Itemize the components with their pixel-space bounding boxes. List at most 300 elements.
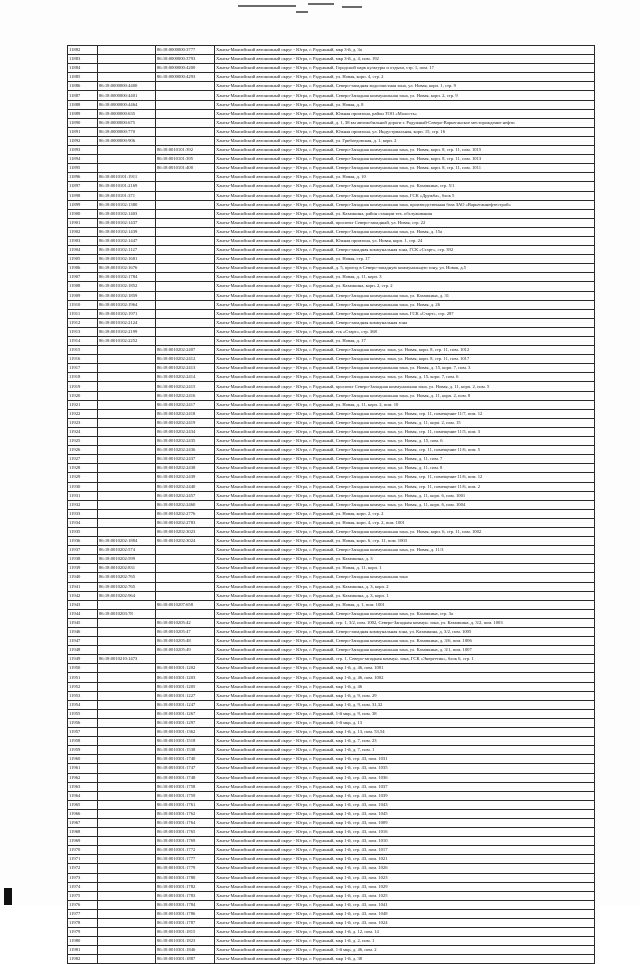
table-row (68, 527, 595, 536)
cadastral-number-land: 86:18:0010102:1859 (98, 291, 156, 300)
table-row (68, 427, 595, 436)
cadastral-number-land (98, 737, 156, 746)
cadastral-number-land (98, 809, 156, 818)
row-number: 11945 (68, 618, 98, 627)
cadastral-number-premises (156, 546, 215, 555)
table-row (68, 136, 595, 145)
row-number: 11888 (68, 100, 98, 109)
address-cell: Ханты-Мансийский автономный округ - Югра, г. Радужный, ул. Новая, стр. 17 (215, 255, 595, 264)
table-row (68, 737, 595, 746)
cadastral-number-land: 86:18:0000000:770 (98, 127, 156, 136)
address-cell: Ханты-Мансийский автономный округ - Югра, г. Радужный, ул. Грибоедовская, д. 1, корп. 2 (215, 136, 595, 145)
row-number: 11976 (68, 900, 98, 909)
address-cell: Ханты-Мансийский автономный округ - Югра, г. Радужный, мкр 1-й, д. 2, пом. 1 (215, 937, 595, 946)
address-cell: Ханты-Мансийский автономный округ - Югра, г. Радужный, Северо-Западная коммун. зона, ул. Новая, д. 11, корп. 6, пом. 1001 (215, 491, 595, 500)
cadastral-number-premises (156, 218, 215, 227)
table-row (68, 628, 595, 637)
cadastral-number-land (98, 937, 156, 946)
cadastral-number-premises: 86:18:0010301:1247 (156, 700, 215, 709)
cadastral-number-premises (156, 318, 215, 327)
cadastral-number-premises (156, 573, 215, 582)
table-row (68, 873, 595, 882)
cadastral-number-land (98, 800, 156, 809)
row-number: 11900 (68, 209, 98, 218)
cadastral-number-premises: 86:18:0010301:1782 (156, 882, 215, 891)
row-number: 11918 (68, 373, 98, 382)
table-row (68, 655, 595, 664)
registry-table (67, 45, 595, 964)
cadastral-number-premises: 86:18:0010301:1887 (156, 955, 215, 964)
row-number: 11971 (68, 855, 98, 864)
cadastral-number-premises (156, 200, 215, 209)
row-number: 11899 (68, 200, 98, 209)
table-row (68, 209, 595, 218)
address-cell: Ханты-Мансийский автономный округ - Югра, г. Радужный, Северо-Западная коммун. зона, ул. Новая, д. 11, корп. 6, пом. 1004 (215, 500, 595, 509)
row-number: 11916 (68, 355, 98, 364)
table-row (68, 782, 595, 791)
table-row (68, 764, 595, 773)
cadastral-number-premises (156, 291, 215, 300)
address-cell: Ханты-Мансийский автономный округ - Югра, г. Радужный, Северо-Западная коммун. зона, ул. Новая, д. 11, пом. 7 (215, 455, 595, 464)
address-cell: Ханты-Мансийский автономный округ - Югра, г. Радужный, гск «Старт», стр. 368 (215, 327, 595, 336)
table-row (68, 373, 595, 382)
table-row (68, 400, 595, 409)
table-row (68, 309, 595, 318)
cadastral-number-land (98, 700, 156, 709)
table-row (68, 537, 595, 546)
cadastral-number-premises (156, 327, 215, 336)
table-row (68, 518, 595, 527)
table-row (68, 437, 595, 446)
row-number: 11886 (68, 82, 98, 91)
row-number: 11947 (68, 637, 98, 646)
cadastral-number-premises (156, 173, 215, 182)
cadastral-number-premises: 86:18:0010301:1747 (156, 764, 215, 773)
cadastral-number-land (98, 709, 156, 718)
table-row (68, 364, 595, 373)
address-cell: Ханты-Мансийский автономный округ - Югра, г. Радужный, ул. Новая, д. 11, корп. 2, пом. 10 (215, 400, 595, 409)
cadastral-number-land: 86:18:0010102:1784 (98, 273, 156, 282)
row-number: 11883 (68, 55, 98, 64)
table-row (68, 728, 595, 737)
row-number: 11889 (68, 109, 98, 118)
cadastral-number-premises (156, 236, 215, 245)
cadastral-number-premises: 86:18:0010301:1362 (156, 728, 215, 737)
cadastral-number-premises: 86:18:0010101:400 (156, 164, 215, 173)
table-row (68, 409, 595, 418)
cadastral-number-premises: 86:18:0010301:1748 (156, 773, 215, 782)
address-cell: Ханты-Мансийский автономный округ - Югра, г. Радужный, мкр 1-й, д. 38 (215, 955, 595, 964)
cadastral-number-premises (156, 337, 215, 346)
cadastral-number-land (98, 618, 156, 627)
address-cell: Ханты-Мансийский автономный округ - Югра, г. Радужный, Северо-западная водоочистная зона, ул. Новая, корп. 1, стр. 9 (215, 82, 595, 91)
table-row (68, 337, 595, 346)
cadastral-number-premises: 86:18:0010301:1765 (156, 828, 215, 837)
cadastral-number-land (98, 473, 156, 482)
address-cell: Ханты-Мансийский автономный округ - Югра, г. Радужный, ул. Новая, корп. 2, стр. 2 (215, 509, 595, 518)
table-row (68, 327, 595, 336)
address-cell: Ханты-Мансийский автономный округ - Югра, г. Радужный, Северо-Западная коммунальная зона, ул. Новая, корп. 6, стр. 11, пом. 1002 (215, 527, 595, 536)
cadastral-number-premises: 86:18:0010301:1787 (156, 919, 215, 928)
cadastral-number-premises (156, 82, 215, 91)
row-number: 11908 (68, 282, 98, 291)
table-row (68, 164, 595, 173)
cadastral-number-land (98, 491, 156, 500)
address-cell: Ханты-Мансийский автономный округ - Югра, г. Радужный, Южная промзона, район ТОО «Малость» (215, 109, 595, 118)
address-cell: Ханты-Мансийский автономный округ - Югра, г. Радужный, Северо-Западная коммун. зона, ул. Новая, д. 15, корп. 7, пом. 6 (215, 373, 595, 382)
cadastral-number-land (98, 882, 156, 891)
table-row (68, 882, 595, 891)
table-row (68, 564, 595, 573)
cadastral-number-land (98, 891, 156, 900)
table-row (68, 846, 595, 855)
address-cell: Ханты-Мансийский автономный округ - Югра, г. Радужный, д. 5, проезд в Северо-западную коммунальную зону, ул. Новая, д.5 (215, 264, 595, 273)
cadastral-number-premises: 86:18:0010301:1823 (156, 937, 215, 946)
address-cell: Ханты-Мансийский автономный округ - Югра, г. Радужный, Северо-Западная коммунальная зона, ул. Новая, д. 11/3 (215, 546, 595, 555)
cadastral-number-land (98, 455, 156, 464)
cadastral-number-land (98, 373, 156, 382)
address-cell: Ханты-Мансийский автономный округ - Югра, г. Радужный, мкр 1-й, стр. 43, пом. 1041 (215, 900, 595, 909)
address-cell: Ханты-Мансийский автономный округ - Югра, г. Радужный, Северо-западная коммунальная зона, ул. Казамкина, д. 3/2, пом. 1005 (215, 628, 595, 637)
cadastral-number-premises (156, 182, 215, 191)
address-cell: Ханты-Мансийский автономный округ - Югра, г. Радужный, мкр 1-й, д. 9, пом. 31,32 (215, 700, 595, 709)
address-cell: Ханты-Мансийский автономный округ - Югра, г. Радужный, Северо-Западная коммун. зона, ул. Новая, д. 11, пом. 8 (215, 464, 595, 473)
cadastral-number-land (98, 746, 156, 755)
address-cell: Ханты-Мансийский автономный округ - Югра, г. Радужный, мкр 1-й, д. 13, пом. 53,54 (215, 728, 595, 737)
address-cell: Ханты-Мансийский автономный округ - Югра, г. Радужный, ул. Казамкина, д. 3, корп. 2 (215, 582, 595, 591)
cadastral-number-land (98, 55, 156, 64)
cadastral-number-land: 86:18:0010202:964 (98, 591, 156, 600)
cadastral-number-premises: 86:18:0000000:4200 (156, 64, 215, 73)
address-cell: Ханты-Мансийский автономный округ - Югра, г. Радужный, ул. Новая, д. 1, пом. 1001 (215, 600, 595, 609)
table-row (68, 200, 595, 209)
table-row (68, 82, 595, 91)
address-cell: Ханты-Мансийский автономный округ - Югра, г. Радужный, мкр 3-й, д. 3а (215, 46, 595, 55)
row-number: 11951 (68, 673, 98, 682)
cadastral-number-land (98, 527, 156, 536)
cadastral-number-land: 86:18:0010102:1852 (98, 282, 156, 291)
cadastral-number-land: 86:18:0000000:4401 (98, 91, 156, 100)
table-row (68, 955, 595, 964)
cadastral-number-premises (156, 273, 215, 282)
row-number: 11937 (68, 546, 98, 555)
row-number: 11933 (68, 509, 98, 518)
table-row (68, 546, 595, 555)
address-cell: Ханты-Мансийский автономный округ - Югра, г. Радужный, Северо-Западная коммунальная зона, ул. Новая, корп. 8, стр. 11, пом. 1015 (215, 146, 595, 155)
row-number: 11925 (68, 437, 98, 446)
row-number: 11963 (68, 782, 98, 791)
cadastral-number-land (98, 682, 156, 691)
cadastral-number-premises: 86:18:0010202:2418 (156, 409, 215, 418)
row-number: 11931 (68, 491, 98, 500)
cadastral-number-premises (156, 309, 215, 318)
cadastral-number-premises (156, 127, 215, 136)
address-cell: Ханты-Мансийский автономный округ - Югра, г. Радужный, Южная промзона, ул. Индустриальная, корп. 15, стр. 16 (215, 127, 595, 136)
row-number: 11882 (68, 46, 98, 55)
address-cell: Ханты-Мансийский автономный округ - Югра, г. Радужный, мкр 1-й, д. 7, пом. 1 (215, 746, 595, 755)
table-row (68, 64, 595, 73)
row-number: 11952 (68, 682, 98, 691)
table-row (68, 127, 595, 136)
cadastral-number-land (98, 946, 156, 955)
cadastral-number-land (98, 919, 156, 928)
cadastral-number-premises: 86:18:0010205:49 (156, 646, 215, 655)
address-cell: Ханты-Мансийский автономный округ - Югра, г. Радужный, 1-й мкр, д. 13 (215, 718, 595, 727)
table-row (68, 946, 595, 955)
address-cell: Ханты-Мансийский автономный округ - Югра, г. Радужный, мкр 1-й, стр. 43, пом. 1048 (215, 909, 595, 918)
row-number: 11979 (68, 928, 98, 937)
address-cell: Ханты-Мансийский автономный округ - Югра, г. Радужный, проспект Северо-Западная коммунальная зона, ул. Новая, д. 11, корп. 2, пом. 5 (215, 382, 595, 391)
cadastral-number-premises: 86:18:0010301:1815 (156, 928, 215, 937)
address-cell: Ханты-Мансийский автономный округ - Югра, г. Радужный, мкр 1-й, д. 12, пом. 14 (215, 928, 595, 937)
registry-table-body (68, 46, 595, 964)
cadastral-number-land (98, 46, 156, 55)
row-number: 11884 (68, 64, 98, 73)
address-cell: Ханты-Мансийский автономный округ - Югра, г. Радужный, мкр 1-й, стр. 43, пом. 1017 (215, 846, 595, 855)
cadastral-number-premises: 86:18:0010202:2436 (156, 446, 215, 455)
address-cell: Ханты-Мансийский автономный округ - Югра, г. Радужный, Северо-западная коммунальная зона, ГСК «Старт», стр. 392 (215, 246, 595, 255)
row-number: 11924 (68, 427, 98, 436)
cadastral-number-land: 86:18:0000000:4400 (98, 82, 156, 91)
cadastral-number-premises: 86:18:0010202:2434 (156, 427, 215, 436)
cadastral-number-land: 86:18:0010202:765 (98, 573, 156, 582)
address-cell: Ханты-Мансийский автономный округ - Югра, г. Радужный, проспект Северо-западный, ул. Новая, стр. 22 (215, 218, 595, 227)
cadastral-number-land (98, 355, 156, 364)
row-number: 11954 (68, 700, 98, 709)
address-cell: Ханты-Мансийский автономный округ - Югра, г. Радужный, Северо-Западная коммунальная зона, ул. Казамкина, д. 31 (215, 291, 595, 300)
table-row (68, 828, 595, 837)
address-cell: Ханты-Мансийский автономный округ - Югра, г. Радужный, Южная промзона, ул. Новая, корп. 1, стр. 24 (215, 236, 595, 245)
row-number: 11896 (68, 173, 98, 182)
table-row (68, 891, 595, 900)
cadastral-number-premises: 86:18:0010202:2412 (156, 355, 215, 364)
cadastral-number-premises: 86:18:0010301:1769 (156, 837, 215, 846)
row-number: 11935 (68, 527, 98, 536)
cadastral-number-premises: 86:18:0010202:2460 (156, 500, 215, 509)
cadastral-number-premises (156, 209, 215, 218)
address-cell: Ханты-Мансийский автономный округ - Югра, г. Радужный, ул. Казамкина, район станции тех. обслуживания (215, 209, 595, 218)
table-row (68, 291, 595, 300)
row-number: 11966 (68, 809, 98, 818)
cadastral-number-premises: 86:18:0010301:1780 (156, 873, 215, 882)
cadastral-number-land: 86:18:0010102:1971 (98, 309, 156, 318)
cadastral-number-premises: 86:18:0010202:3023 (156, 527, 215, 536)
row-number: 11913 (68, 327, 98, 336)
cadastral-number-premises: 86:18:0010301:1518 (156, 737, 215, 746)
row-number: 11930 (68, 482, 98, 491)
table-row (68, 673, 595, 682)
cadastral-number-premises: 86:18:0010301:1202 (156, 664, 215, 673)
cadastral-number-land: 86:18:0010102:1447 (98, 236, 156, 245)
row-number: 11948 (68, 646, 98, 655)
address-cell: Ханты-Мансийский автономный округ - Югра, г. Радужный, Северо-Западная коммун. зона, ул. Новая, стр. 11, помещение 11/6, пом. 5 (215, 446, 595, 455)
table-row (68, 755, 595, 764)
address-cell: Ханты-Мансийский автономный округ - Югра, г. Радужный, Северо-Западная коммун. зона, ул. Новая, д. 11, корп. 2, пом. 15 (215, 418, 595, 427)
cadastral-number-premises: 86:18:0010202:2417 (156, 400, 215, 409)
cadastral-number-land (98, 909, 156, 918)
table-row (68, 509, 595, 518)
table-row (68, 118, 595, 127)
cadastral-number-land (98, 382, 156, 391)
cadastral-number-land: 86:18:0010102:1380 (98, 200, 156, 209)
row-number: 11901 (68, 218, 98, 227)
address-cell: Ханты-Мансийский автономный округ - Югра, г. Радужный, Северо-Западная коммунальная зона (215, 573, 595, 582)
row-number: 11926 (68, 446, 98, 455)
cadastral-number-premises: 86:18:0010202:2435 (156, 437, 215, 446)
address-cell: Ханты-Мансийский автономный округ - Югра, г. Радужный, ул. Казамкина, д. 3 (215, 555, 595, 564)
row-number: 11927 (68, 455, 98, 464)
cadastral-number-land: 86:18:0010202:599 (98, 555, 156, 564)
address-cell: Ханты-Мансийский автономный округ - Югра, г. Радужный, мкр 1-й, стр. 43, пом. 1024 (215, 919, 595, 928)
address-cell: Ханты-Мансийский автономный округ - Югра, г. Радужный, мкр 1-й, д. 46, пом. 1001 (215, 664, 595, 673)
address-cell: Ханты-Мансийский автономный округ - Югра, г. Радужный, Северо-Западная коммунальная зона, ГСК «Дружба», блок 5 (215, 191, 595, 200)
row-number: 11959 (68, 746, 98, 755)
cadastral-number-land (98, 791, 156, 800)
row-number: 11911 (68, 309, 98, 318)
cadastral-number-premises: 86:18:0010301:1784 (156, 900, 215, 909)
cadastral-number-premises: 86:18:0010205:48 (156, 637, 215, 646)
row-number: 11960 (68, 755, 98, 764)
cadastral-number-premises: 86:18:0010301:1772 (156, 846, 215, 855)
row-number: 11892 (68, 136, 98, 145)
cadastral-number-premises: 86:18:0000000:3777 (156, 46, 215, 55)
address-cell: Ханты-Мансийский автономный округ - Югра, г. Радужный, стр. 1, 3/2, пом. 1002, Северо-Западная коммун. зона, ул. Казамкина, д. 3/2, пом. 1003 (215, 618, 595, 627)
cadastral-number-premises (156, 582, 215, 591)
table-row (68, 246, 595, 255)
cadastral-number-land (98, 600, 156, 609)
row-number: 11940 (68, 573, 98, 582)
address-cell: Ханты-Мансийский автономный округ - Югра, г. Радужный, ул. Новая, д. 11, корп. 1 (215, 564, 595, 573)
row-number: 11953 (68, 691, 98, 700)
address-cell: Ханты-Мансийский автономный округ - Югра, г. Радужный, Северо-Западная коммун. зона, ул. Новая, корп. 8, стр. 11, пом. 1012 (215, 346, 595, 355)
cadastral-number-premises: 86:18:0010101:395 (156, 155, 215, 164)
cadastral-number-land (98, 364, 156, 373)
row-number: 11957 (68, 728, 98, 737)
address-cell: Ханты-Мансийский автономный округ - Югра, г. Радужный, ул. Казамкина, корп. 2, стр. 2 (215, 282, 595, 291)
cadastral-number-land: 86:18:0010202:574 (98, 546, 156, 555)
row-number: 11941 (68, 582, 98, 591)
address-cell: Ханты-Мансийский автономный округ - Югра, г. Радужный, ул. Казамкина, д. 3, корп. 1 (215, 591, 595, 600)
cadastral-number-land: 86:18:0000000:635 (98, 109, 156, 118)
table-row (68, 236, 595, 245)
row-number: 11907 (68, 273, 98, 282)
table-row (68, 600, 595, 609)
table-row (68, 55, 595, 64)
cadastral-number-land (98, 728, 156, 737)
cadastral-number-land (98, 482, 156, 491)
cadastral-number-premises (156, 100, 215, 109)
cadastral-number-land (98, 928, 156, 937)
table-row (68, 500, 595, 509)
table-row (68, 746, 595, 755)
address-cell: Ханты-Мансийский автономный округ - Югра, г. Радужный, Северо-Западная коммунальная зона, ул. Казамкина, д. 3/6, пом. 1006 (215, 637, 595, 646)
cadastral-number-premises: 86:18:0010202:2438 (156, 464, 215, 473)
cadastral-number-premises: 86:18:0010301:1758 (156, 782, 215, 791)
cadastral-number-land: 86:18:0000000:906 (98, 136, 156, 145)
address-cell: Ханты-Мансийский автономный округ - Югра, г. Радужный, Северо-Западная коммунальная зона, ул. Новая, д. 15а (215, 227, 595, 236)
table-row (68, 146, 595, 155)
cadastral-number-land: 86:18:0010102:1437 (98, 218, 156, 227)
cadastral-number-premises: 86:18:0010301:1786 (156, 909, 215, 918)
cadastral-number-land (98, 446, 156, 455)
scan-artifact (238, 2, 368, 16)
cadastral-number-land (98, 718, 156, 727)
cadastral-number-premises: 86:18:0010301:1227 (156, 691, 215, 700)
row-number: 11914 (68, 337, 98, 346)
address-cell: Ханты-Мансийский автономный округ - Югра, г. Радужный, мкр 1-й, стр. 43, пом. 1009 (215, 818, 595, 827)
row-number: 11946 (68, 628, 98, 637)
address-cell: Ханты-Мансийский автономный округ - Югра, г. Радужный, Северо-Западная коммун. зона, ул. Новая, стр. 11, помещение 11/6, пом. 2 (215, 482, 595, 491)
address-cell: Ханты-Мансийский автономный округ - Югра, г. Радужный, Северо-Западная коммунальная зона, ул. Казамкина, стр. 3а (215, 609, 595, 618)
address-cell: Ханты-Мансийский автономный округ - Югра, г. Радужный, мкр 1-й, стр. 43, пом. 1036 (215, 773, 595, 782)
table-row (68, 919, 595, 928)
cadastral-number-premises: 86:18:0010301:1846 (156, 946, 215, 955)
cadastral-number-land: 86:18:0010210:1473 (98, 655, 156, 664)
address-cell: Ханты-Мансийский автономный округ - Югра, г. Радужный, Северо-Западная коммун. зона, ул. Новая, стр. 11, помещение 11/6, пом. 12 (215, 473, 595, 482)
address-cell: Ханты-Мансийский автономный округ - Югра, г. Радужный, мкр 1-й, д. 46, пом. 1002 (215, 673, 595, 682)
cadastral-number-premises (156, 655, 215, 664)
cadastral-number-land (98, 673, 156, 682)
cadastral-number-land (98, 464, 156, 473)
address-cell: Ханты-Мансийский автономный округ - Югра, г. Радужный, Северо-Западная коммунальная зона, ул. Новая, корп. 8, стр. 11, пом. 1011 (215, 164, 595, 173)
cadastral-number-land: 86:18:0010202:831 (98, 564, 156, 573)
table-row (68, 682, 595, 691)
row-number: 11919 (68, 382, 98, 391)
table-row (68, 355, 595, 364)
address-cell: Ханты-Мансийский автономный округ - Югра, г. Радужный, мкр 1-й, стр. 43, пом. 1016 (215, 828, 595, 837)
cadastral-number-land (98, 500, 156, 509)
row-number: 11923 (68, 418, 98, 427)
cadastral-number-premises: 86:18:0010202:2415 (156, 382, 215, 391)
cadastral-number-land (98, 391, 156, 400)
row-number: 11943 (68, 600, 98, 609)
cadastral-number-premises (156, 591, 215, 600)
cadastral-number-land (98, 955, 156, 964)
cadastral-number-land (98, 782, 156, 791)
table-row (68, 791, 595, 800)
row-number: 11950 (68, 664, 98, 673)
table-row (68, 555, 595, 564)
address-cell: Ханты-Мансийский автономный округ - Югра, г. Радужный, ул. Новая, д. 8 (215, 100, 595, 109)
cadastral-number-land (98, 664, 156, 673)
table-row (68, 300, 595, 309)
table-row (68, 709, 595, 718)
row-number: 11956 (68, 718, 98, 727)
address-cell: Ханты-Мансийский автономный округ - Югра, г. Радужный, ул. Новая, д. 11, корп. 3 (215, 273, 595, 282)
table-row (68, 255, 595, 264)
cadastral-number-land (98, 409, 156, 418)
cadastral-number-land: 86:18:0010102:1681 (98, 255, 156, 264)
address-cell: Ханты-Мансийский автономный округ - Югра, г. Радужный, мкр 1-й, стр. 43, пом. 1010 (215, 837, 595, 846)
address-cell: Ханты-Мансийский автономный округ - Югра, г. Радужный, Северо-Западная коммунальная зона, ул. Казамкина, стр. 5/1 (215, 182, 595, 191)
address-cell: Ханты-Мансийский автономный округ - Югра, г. Радужный, Северо-Западная коммунальная зона, ул. Новая, д. 11, корп. 2, пом. 8 (215, 391, 595, 400)
table-row (68, 664, 595, 673)
row-number: 11898 (68, 191, 98, 200)
address-cell: Ханты-Мансийский автономный округ - Югра, г. Радужный, мкр 1-й, стр. 43, пом. 1039 (215, 791, 595, 800)
table-row (68, 855, 595, 864)
cadastral-number-land: 86:18:0010101:1911 (98, 173, 156, 182)
cadastral-number-land (98, 855, 156, 864)
cadastral-number-premises: 86:18:0010202:2457 (156, 491, 215, 500)
cadastral-number-premises: 86:18:0010301:1759 (156, 791, 215, 800)
cadastral-number-land: 86:18:0010101:371 (98, 191, 156, 200)
table-row (68, 700, 595, 709)
cadastral-number-land: 86:18:0010102:2252 (98, 337, 156, 346)
cadastral-number-premises: 86:18:0010202:2414 (156, 373, 215, 382)
cadastral-number-land: 86:18:0010102:2124 (98, 318, 156, 327)
address-cell: Ханты-Мансийский автономный округ - Югра, г. Радужный, д. 1, 38 км автомобильной дороги г. Радужный-Северо-Варьеганское месторождение нефти (215, 118, 595, 127)
cadastral-number-land (98, 427, 156, 436)
